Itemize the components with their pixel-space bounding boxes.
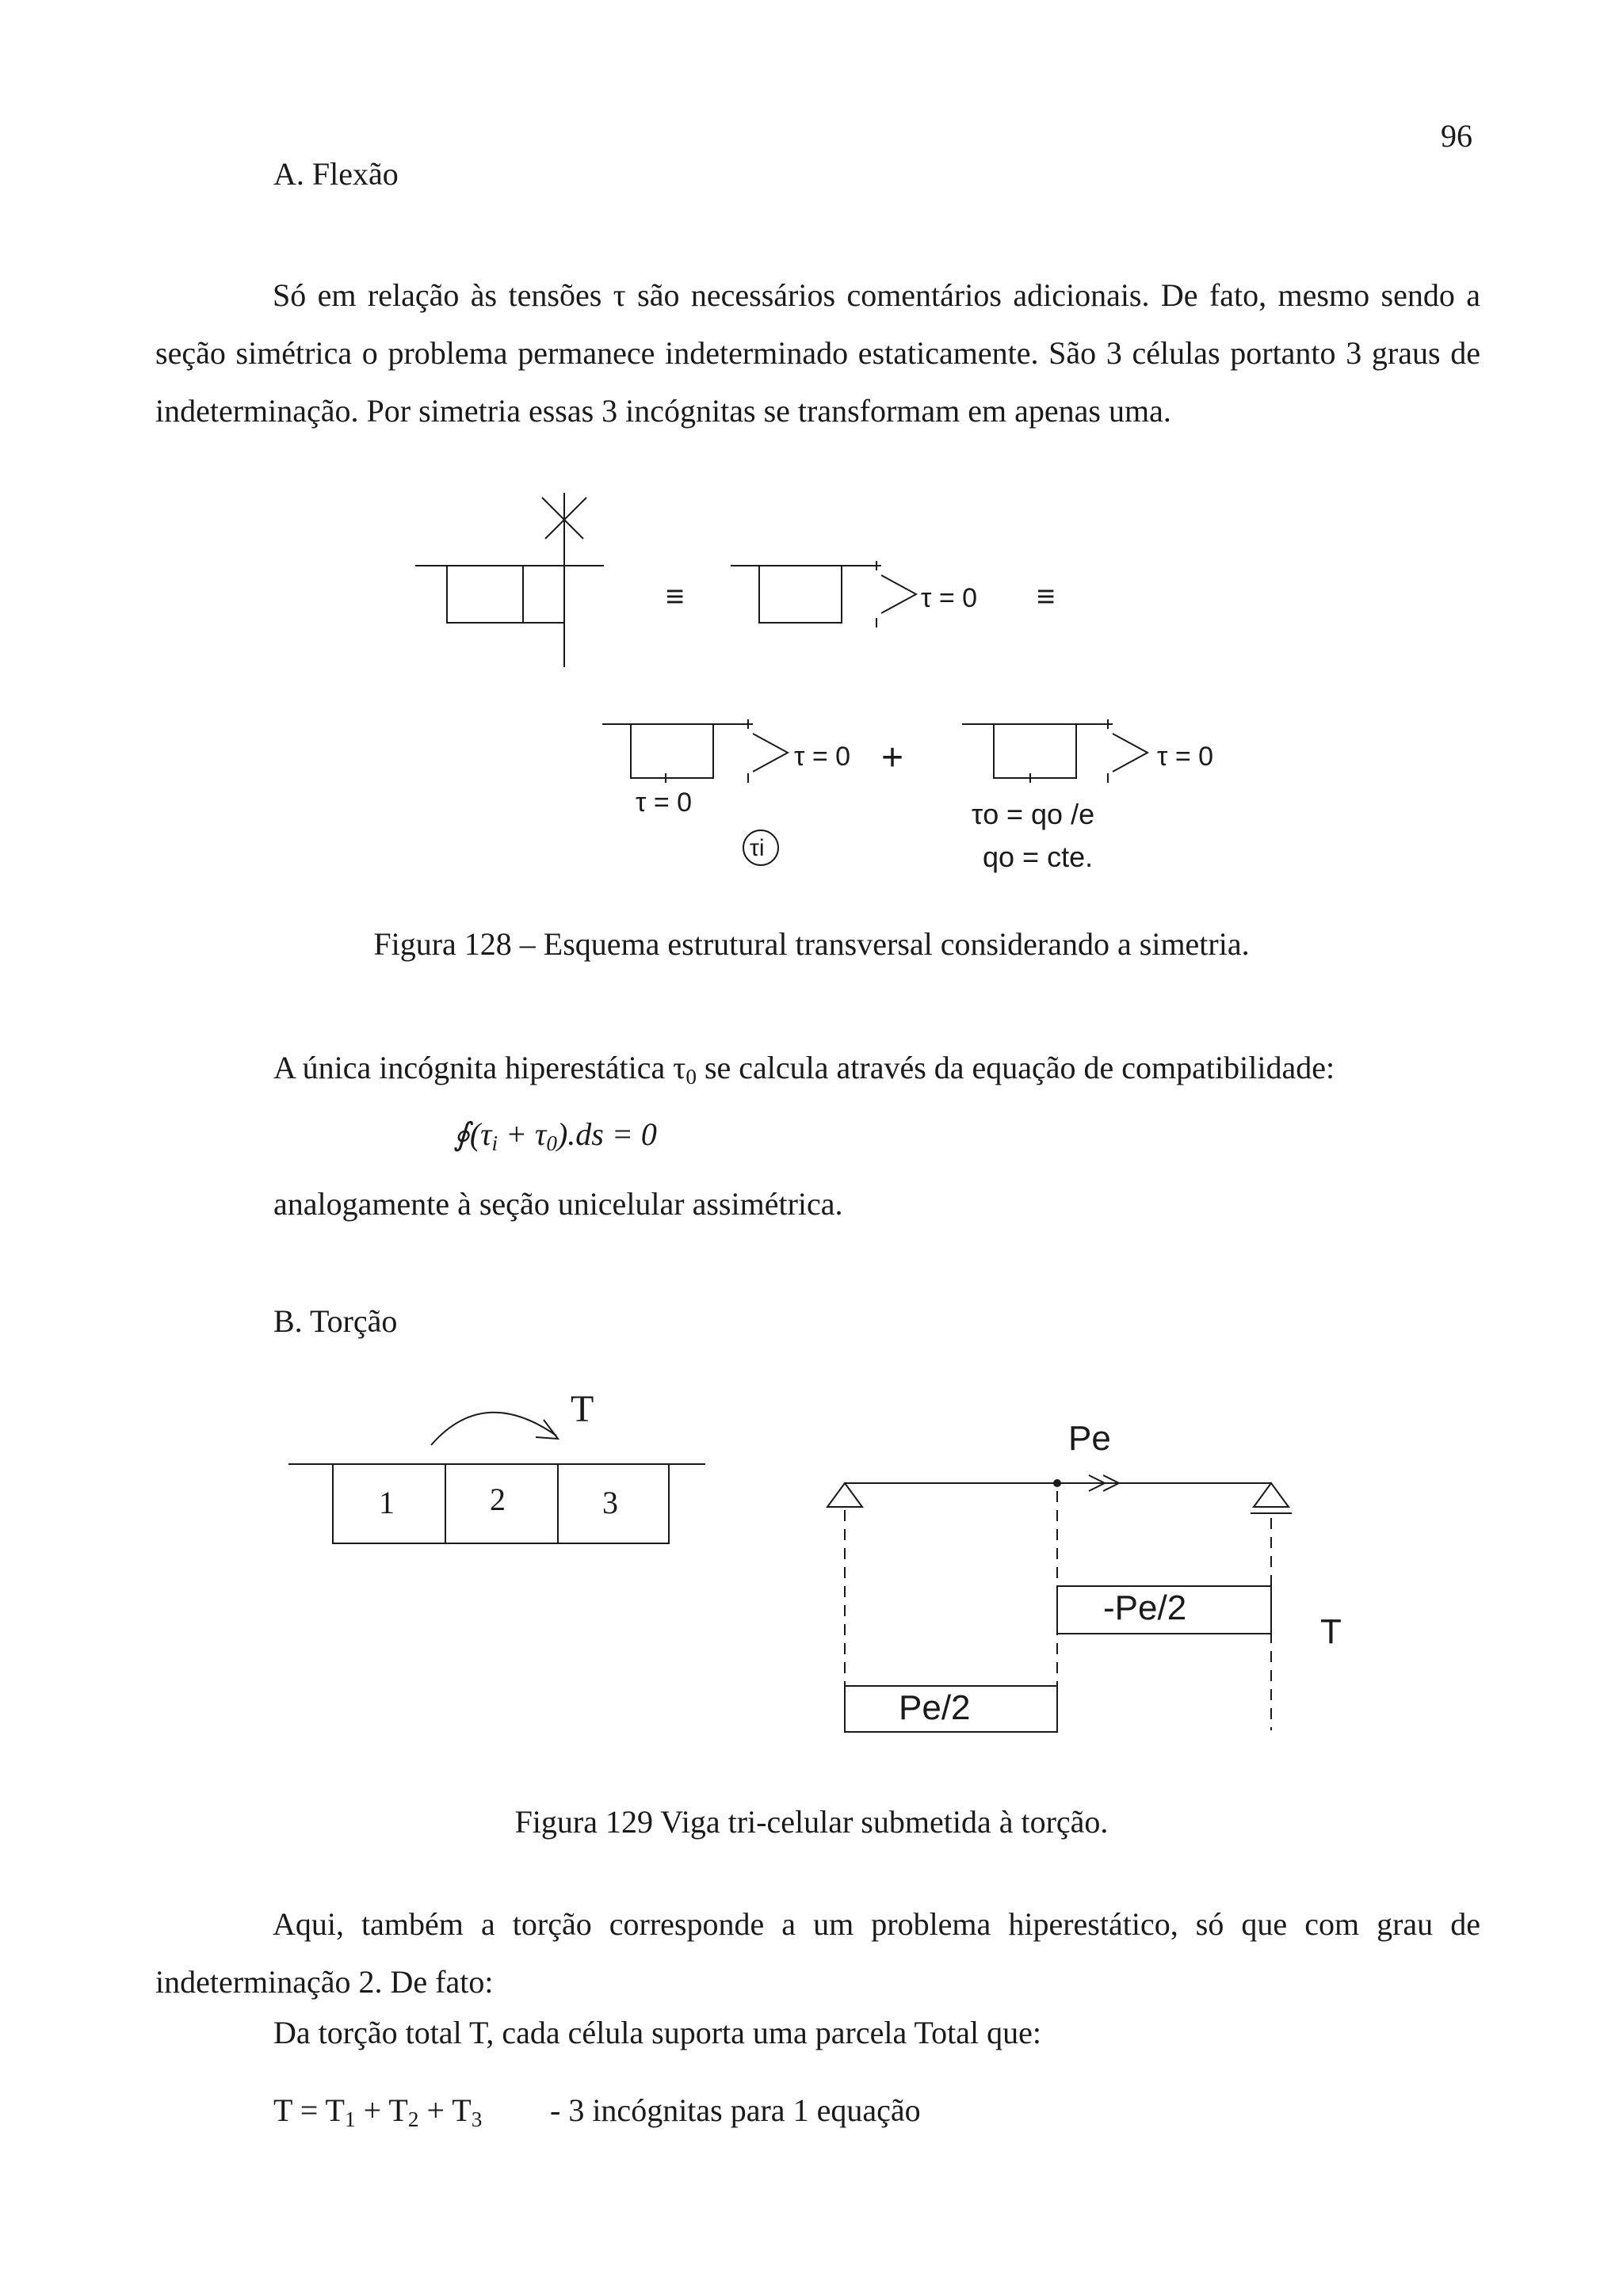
closing-eq-s3: 3 (471, 2107, 483, 2131)
closing-eq-p2: + T (355, 2092, 408, 2128)
page-number: 96 (1441, 118, 1472, 154)
section-a-heading: A. Flexão (273, 156, 399, 192)
eq-open: ∮(τ (453, 1116, 492, 1152)
closing-equation (273, 2092, 482, 2129)
closing-eq-t: T = T (273, 2092, 345, 2128)
closing-paragraph (155, 1895, 1480, 2011)
eq-sub-0: 0 (546, 1131, 557, 1155)
closing-eq-p3: + T (418, 2092, 472, 2128)
closing-line-2: Da torção total T, cada célula suporta uma parcela Total que: (273, 2015, 1042, 2050)
fig129-support-right (1254, 1483, 1289, 1507)
fig129-negative-label: -Pe/2 (1103, 1589, 1187, 1627)
fig129-cell-1: 1 (379, 1485, 395, 1520)
fig128-tau-o-rhs: = qo /e (1006, 798, 1095, 830)
fig129-cell-2: 2 (490, 1482, 506, 1517)
fig128-plus: + (881, 737, 904, 779)
fig129-support-left (827, 1483, 862, 1507)
fig129-positive-label: Pe/2 (899, 1688, 971, 1727)
fig128-half-tau-zero: τ = 0 (921, 583, 978, 613)
fig128-to-tau-zero: τ = 0 (1157, 742, 1214, 772)
fig128-tau-i: τi (750, 835, 765, 861)
figure-128-caption: Figura 128 – Esquema estrutural transversal considerando a simetria. (373, 926, 1250, 962)
closing-equation-note: - 3 incógnitas para 1 equação (550, 2092, 921, 2128)
figure-129-caption: Figura 129 Viga tri-celular submetida à torção. (514, 1804, 1109, 1840)
fig128-equiv-2: ≡ (1037, 579, 1056, 614)
closing-eq-s2: 2 (407, 2107, 419, 2131)
closing-eq-s1: 1 (344, 2107, 356, 2131)
eq-sub-i: i (491, 1131, 498, 1155)
eq-close: ).ds = 0 (556, 1116, 657, 1152)
fig129-torque-arc (431, 1413, 556, 1445)
fig129-load-label: Pe (1068, 1419, 1111, 1458)
section-a-paragraph-text: Só em relação às tensões τ são necessários comentários adicionais. De fato, mesmo sendo a seção simétrica o problema permanece indeterminado estaticamente. São 3 células portanto 3 graus de indeterminação. Por simetria essas 3 incógnitas se transformam em apenas uma. (155, 277, 1480, 429)
eq-plus: + τ (506, 1116, 547, 1152)
compat-sentence-after: se calcula através da equação de compatibilidade: (696, 1050, 1335, 1085)
fig129-cell-3: 3 (602, 1485, 618, 1520)
compat-sentence-sub: 0 (685, 1064, 697, 1089)
fig129-diagram-label: T (1320, 1612, 1342, 1651)
compatibility-after: analogamente à seção unicelular assimétrica. (273, 1186, 843, 1222)
fig128-ti-tau-zero-lower: τ = 0 (636, 788, 693, 818)
fig129-load-point (1053, 1479, 1061, 1487)
fig128-tau-o: τo (972, 798, 999, 830)
fig128-q-o: qo = cte. (983, 841, 1094, 873)
fig128-equiv-1: ≡ (666, 579, 685, 614)
compat-sentence-before: A única incógnita hiperestática τ (273, 1050, 686, 1085)
fig128-ti-tau-zero: τ = 0 (794, 742, 851, 772)
fig129-torque-label: T (571, 1388, 594, 1430)
section-b-heading: B. Torção (273, 1303, 398, 1339)
closing-paragraph-text: Aqui, também a torção corresponde a um problema hiperestático, só que com grau de indeterminação 2. De fato: (155, 1906, 1480, 2000)
